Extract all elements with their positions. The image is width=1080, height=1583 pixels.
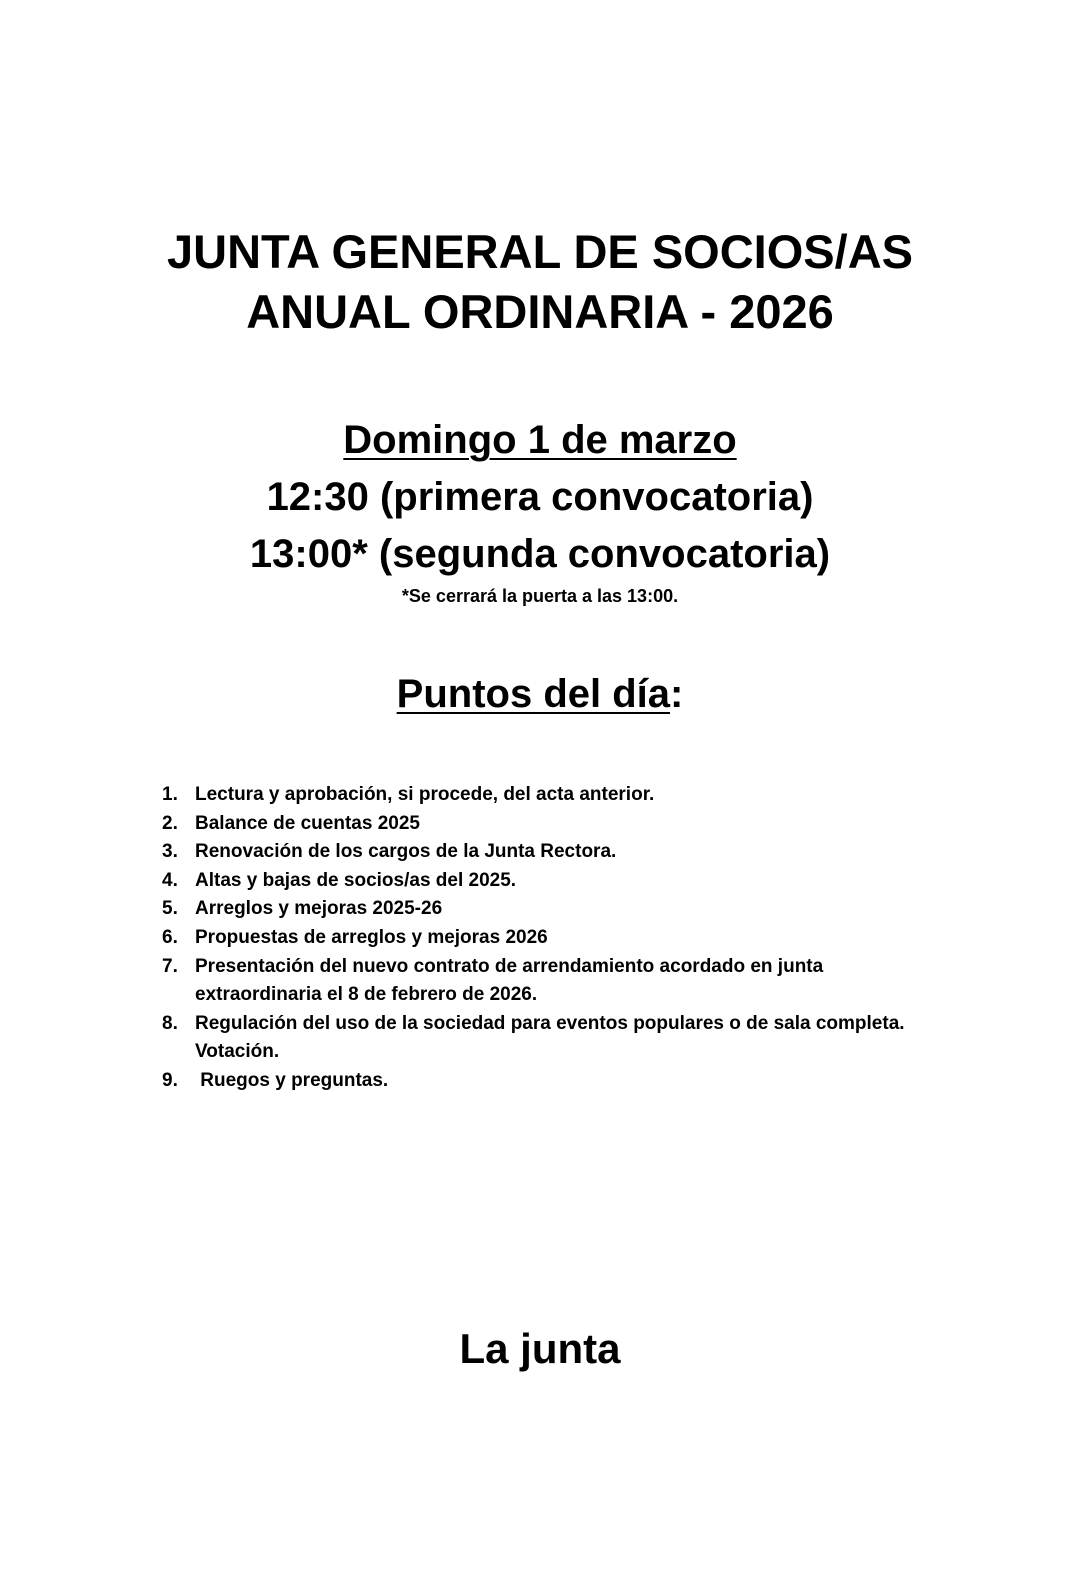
agenda-heading [0, 668, 1080, 720]
agenda-item-number: 2. [162, 812, 178, 834]
meeting-schedule [0, 412, 1080, 583]
second-call-time: 13:00* (segunda convocatoria) [249, 532, 831, 576]
agenda-item [162, 867, 942, 896]
agenda-list [162, 781, 942, 1096]
document-title [0, 222, 1080, 342]
agenda-item [162, 1010, 942, 1067]
title-line-2: ANUAL ORDINARIA - 2026 [246, 285, 834, 338]
signature: La junta [459, 1325, 621, 1372]
agenda-item [162, 810, 942, 839]
agenda-item-text: Renovación de los cargos de la Junta Rectora. [195, 841, 617, 863]
agenda-item-number: 4. [162, 869, 178, 891]
agenda-item-number: 9. [162, 1069, 178, 1091]
agenda-item-text: Ruegos y preguntas. [195, 1069, 389, 1091]
agenda-item-number: 6. [162, 926, 178, 948]
agenda-item [162, 838, 942, 867]
agenda-item-text: Lectura y aprobación, si procede, del acta anterior. [195, 784, 655, 805]
door-closing-note: *Se cerrará la puerta a las 13:00. [401, 586, 679, 606]
agenda-item [162, 953, 942, 1010]
agenda-item-number: 8. [162, 1012, 178, 1034]
agenda-item-text: Regulación del uso de la sociedad para eventos populares o de sala completa. Votación. [195, 1012, 905, 1063]
agenda-item-number: 5. [162, 898, 178, 920]
agenda-item-number: 1. [162, 784, 178, 805]
agenda-item-text: Altas y bajas de socios/as del 2025. [195, 869, 517, 891]
agenda-item-text: Propuestas de arreglos y mejoras 2026 [195, 926, 548, 948]
meeting-date: Domingo 1 de marzo [343, 418, 737, 462]
schedule-date-line [0, 412, 1080, 469]
agenda-item [162, 1067, 942, 1096]
agenda-heading-colon: : [670, 672, 684, 716]
agenda-item-text: Balance de cuentas 2025 [195, 812, 420, 834]
agenda-item [162, 895, 942, 924]
agenda-item [162, 781, 942, 810]
agenda-item-number: 3. [162, 841, 178, 863]
agenda-item-number: 7. [162, 955, 178, 977]
agenda-item-text: Presentación del nuevo contrato de arrendamiento acordado en junta extraordinaria el 8 de febrero de 2026. [195, 955, 824, 1006]
agenda-item-text: Arreglos y mejoras 2025-26 [195, 898, 443, 920]
agenda-item [162, 924, 942, 953]
title-line-1: JUNTA GENERAL DE SOCIOS/AS [166, 225, 913, 278]
agenda-heading-text: Puntos del día [396, 672, 671, 716]
first-call-time: 12:30 (primera convocatoria) [266, 475, 814, 519]
